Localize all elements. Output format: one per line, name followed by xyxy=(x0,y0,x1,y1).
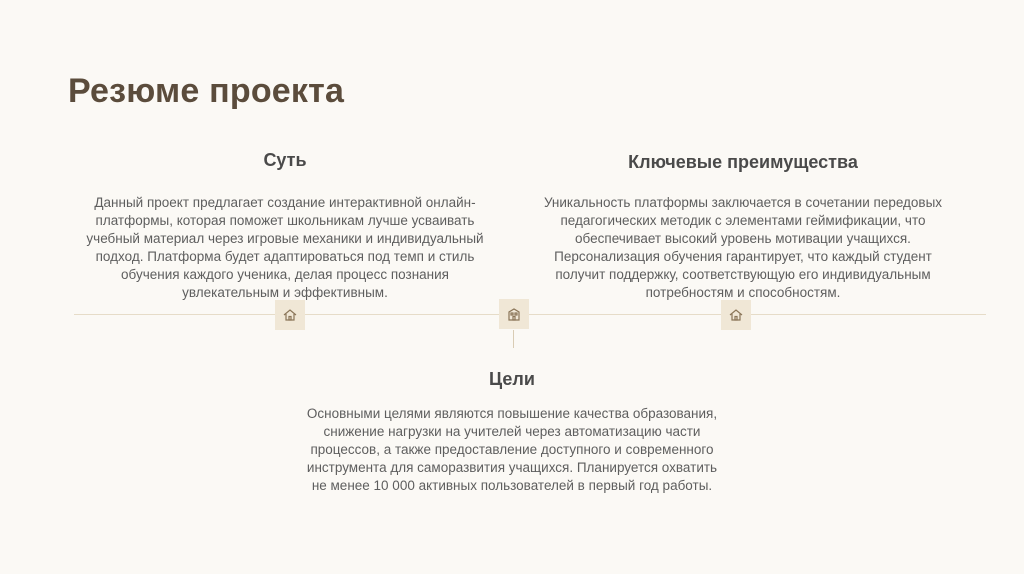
goals-text: Основными целями являются повышение качества образования, снижение нагрузки на учителей через автоматизацию части процессов, а также предоставление доступного и современного инструмента для саморазвития учащихся. Планируется охватить не менее 10 000 активных пользователей в первый год работы. xyxy=(306,406,718,493)
home-icon xyxy=(282,307,298,323)
slide-title: Резюме проекта xyxy=(68,72,345,110)
timeline-marker-essence xyxy=(275,300,305,330)
timeline-stem xyxy=(513,330,514,348)
advantages-text: Уникальность платформы заключается в сочетании передовых педагогических методик с элементами геймификации, что обеспечивает высокий уровень мотивации учащихся. Персонализация обучения гарантирует, что каждый студент получит поддержку, соответствующую его индивидуальным потребностям и способностям. xyxy=(543,195,943,300)
advantages-heading: Ключевые преимущества xyxy=(628,152,858,172)
timeline-line xyxy=(74,314,986,315)
essence-heading: Суть xyxy=(263,150,307,170)
buildings-icon xyxy=(506,306,522,322)
goals-heading: Цели xyxy=(489,369,535,389)
essence-text: Данный проект предлагает создание интерактивной онлайн-платформы, которая поможет школьникам лучше усваивать учебный материал через игровые механики и индивидуальный подход. Платформа будет адаптироваться под темп и стиль обучения каждого ученика, делая процесс познания увлекательным и эффективным. xyxy=(86,195,484,300)
home-icon xyxy=(728,307,744,323)
timeline-marker-goals xyxy=(721,300,751,330)
timeline-marker-advantages xyxy=(499,299,529,329)
